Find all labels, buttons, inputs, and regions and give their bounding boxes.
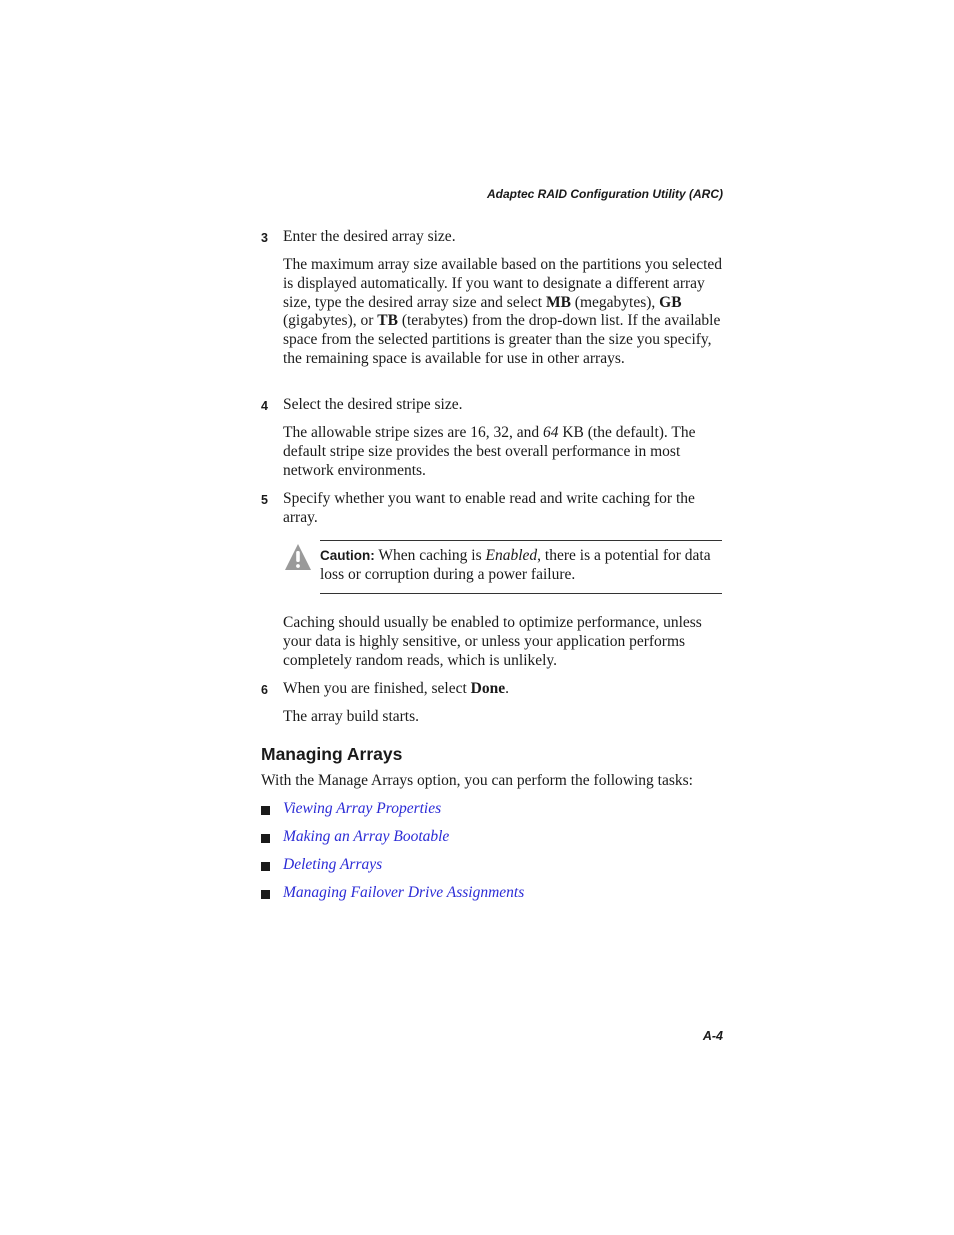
link-making-array-bootable[interactable]: Making an Array Bootable [283,828,450,845]
caution-text: Caution: When caching is Enabled, there is a potential for data loss or corruption during a power failure. [320,547,711,583]
step-text: When you are finished, select Done. [283,680,509,697]
step-text: Enter the desired array size. [283,228,456,245]
caution-top-rule [320,540,722,541]
section-intro: With the Manage Arrays option, you can perform the following tasks: [261,772,693,789]
link-deleting-arrays[interactable]: Deleting Arrays [283,856,383,873]
step-text: Select the desired stripe size. [283,396,463,413]
warning-icon [283,542,313,572]
link-viewing-array-properties[interactable]: Viewing Array Properties [283,800,442,817]
step-number: 3 [261,231,268,245]
running-header: Adaptec RAID Configuration Utility (ARC) [487,187,723,201]
paragraph-array-size: The maximum array size available based on the partitions you selected is displayed automatically. If you want to designate a different array size, type the desired array size and select MB (megabytes), GB (gigabytes), or TB (terabytes) from the drop-down list. If the available space from the selected partitions is greater than the size you specify, the remaining space is available for use in other arrays. [283,256,723,367]
bullet-square [261,890,270,899]
bullet-square [261,834,270,843]
paragraph-caching: Caching should usually be enabled to optimize performance, unless your data is highly sensitive, or unless your application performs completely random reads, which is unlikely. [283,614,702,669]
section-heading: Managing Arrays [261,744,403,764]
step-text: Specify whether you want to enable read and write caching for the array. [283,490,695,526]
bullet-square [261,862,270,871]
caution-bottom-rule [320,593,722,594]
step-number: 6 [261,683,268,697]
paragraph-stripe-size: The allowable stripe sizes are 16, 32, and 64 KB (the default). The default stripe size provides the best overall performance in most network environments. [283,424,696,479]
link-managing-failover-drive-assignments[interactable]: Managing Failover Drive Assignments [283,884,525,901]
step-number: 5 [261,493,268,507]
bullet-square [261,806,270,815]
step-number: 4 [261,399,268,413]
paragraph-build: The array build starts. [283,708,420,725]
page-number: A-4 [702,1029,723,1043]
